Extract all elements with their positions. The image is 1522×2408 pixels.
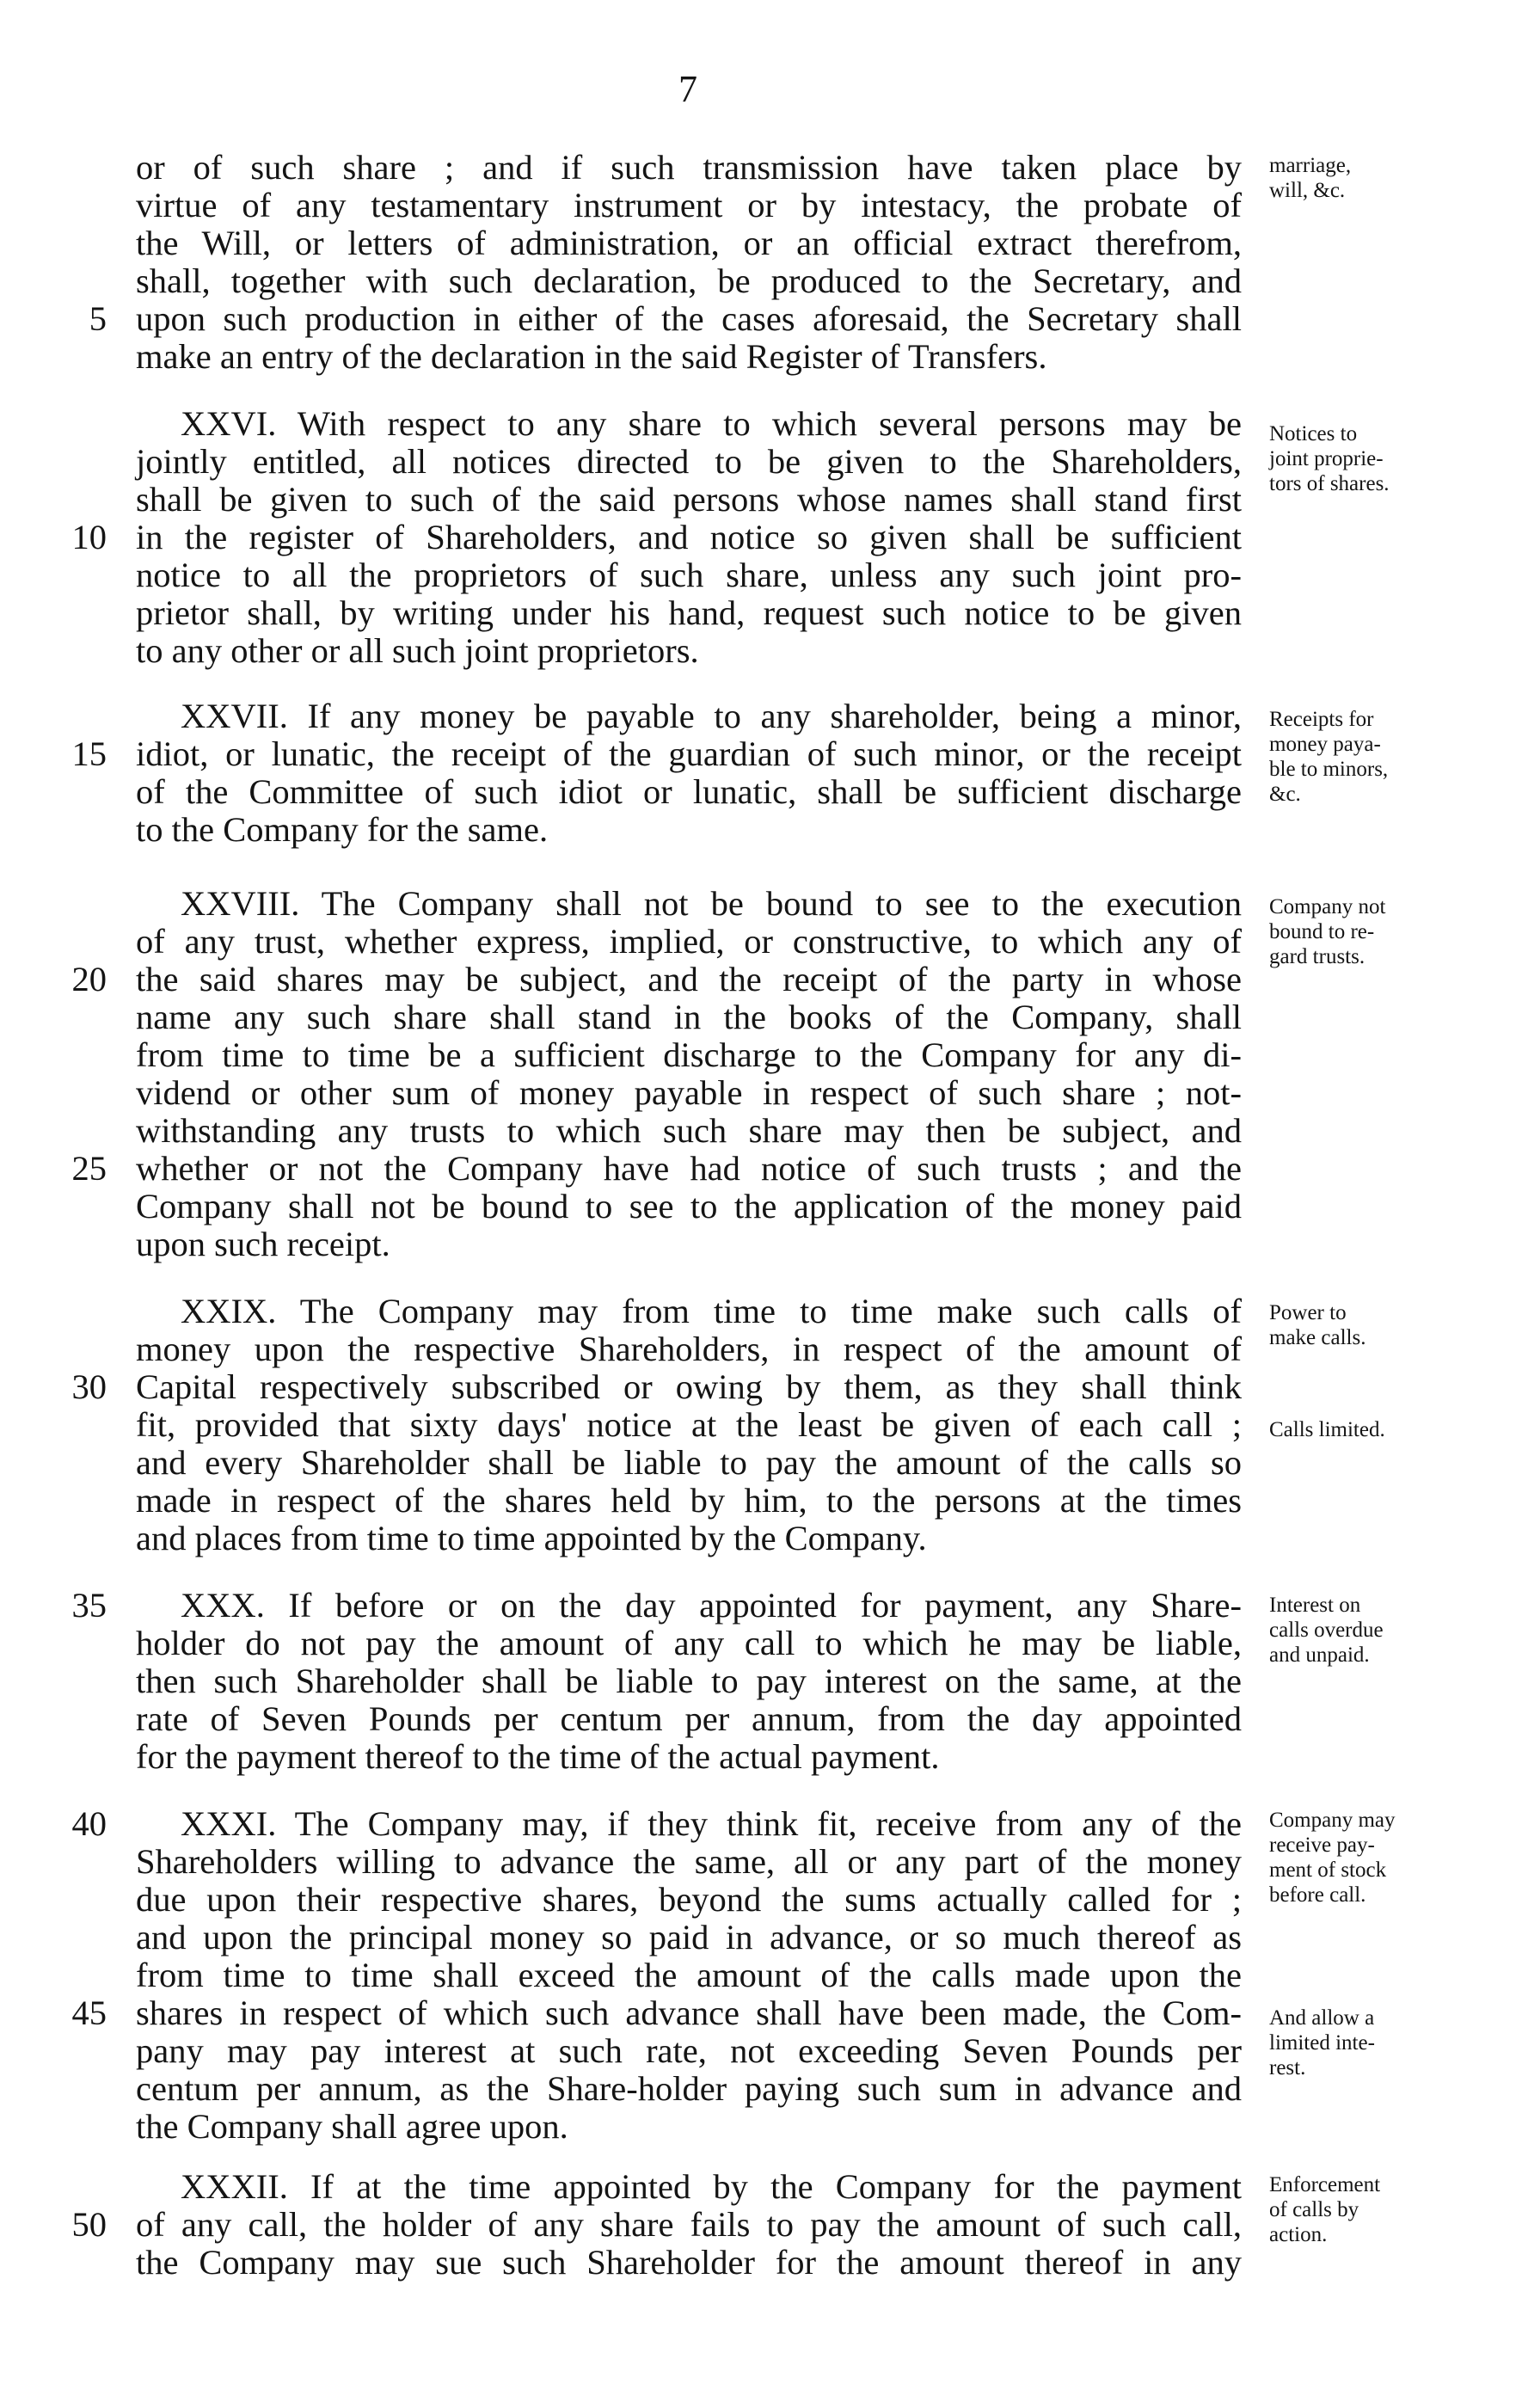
text-line: then such Shareholder shall be liable to pay interest on the same, at the	[136, 1662, 1242, 1700]
text-line: made in respect of the shares held by him, to the persons at the times	[136, 1481, 1242, 1520]
text-line: to the Company for the same.	[136, 810, 549, 849]
line-number: 30	[71, 1367, 107, 1406]
text-line: and every Shareholder shall be liable to pay the amount of the calls so	[136, 1443, 1242, 1482]
line-number: 45	[71, 1993, 107, 2032]
margin-note-line: Power to	[1269, 1301, 1347, 1324]
text-line: XXVI. With respect to any share to which several persons may be	[181, 404, 1242, 443]
line-number: 5	[89, 299, 107, 338]
text-line: from time to time be a sufficient discharge to the Company for any di-	[136, 1035, 1242, 1074]
margin-note-line: Interest on	[1269, 1594, 1361, 1617]
line-number: 40	[71, 1804, 107, 1843]
text-line: due upon their respective shares, beyond the sums actually called for ;	[136, 1880, 1242, 1919]
text-line: and upon the principal money so paid in advance, or so much thereof as	[136, 1918, 1242, 1956]
text-line: or of such share ; and if such transmission have taken place by	[136, 148, 1242, 187]
margin-note-line: money paya-	[1269, 733, 1381, 756]
text-line: vidend or other sum of money payable in respect of such share ; not-	[136, 1073, 1242, 1112]
margin-note-line: will, &c.	[1269, 179, 1346, 202]
margin-note-line: of calls by	[1269, 2198, 1359, 2221]
text-line: idiot, or lunatic, the receipt of the guardian of such minor, or the receipt	[136, 734, 1242, 773]
text-line: the Company shall agree upon.	[136, 2107, 568, 2146]
margin-note-line: Enforcement	[1269, 2173, 1381, 2196]
line-number: 10	[71, 518, 107, 556]
text-line: XXIX. The Company may from time to time make such calls of	[181, 1292, 1242, 1330]
text-line: of any trust, whether express, implied, or constructive, to which any of	[136, 922, 1242, 961]
margin-note-line: receive pay-	[1269, 1834, 1375, 1857]
text-line: make an entry of the declaration in the said Register of Transfers.	[136, 337, 1047, 376]
text-line: jointly entitled, all notices directed to be given to the Shareholders,	[136, 442, 1242, 481]
text-line: Company shall not be bound to see to the application of the money paid	[136, 1187, 1242, 1226]
margin-note-line: Receipts for	[1269, 708, 1374, 731]
margin-note-line: action.	[1269, 2223, 1328, 2246]
text-line: shall be given to such of the said persons whose names shall stand first	[136, 480, 1242, 519]
text-line: rate of Seven Pounds per centum per annum, from the day appointed	[136, 1699, 1242, 1738]
margin-note-line: rest.	[1269, 2056, 1306, 2079]
text-line: the Will, or letters of administration, or an official extract therefrom,	[136, 224, 1242, 262]
margin-note-line: make calls.	[1269, 1326, 1366, 1349]
page-number: 7	[678, 68, 697, 110]
text-line: virtue of any testamentary instrument or by intestacy, the probate of	[136, 186, 1242, 224]
text-line: XXX. If before or on the day appointed for payment, any Share-	[181, 1586, 1242, 1625]
margin-note-line: gard trusts.	[1269, 945, 1366, 968]
margin-note-line: marriage,	[1269, 154, 1352, 177]
margin-note-line: tors of shares.	[1269, 472, 1390, 495]
margin-note-line: And allow a	[1269, 2006, 1375, 2030]
text-line: to any other or all such joint proprietors.	[136, 631, 699, 670]
margin-note-line: limited inte-	[1269, 2031, 1375, 2055]
text-line: name any such share shall stand in the books of the Company, shall	[136, 998, 1242, 1036]
text-line: holder do not pay the amount of any call to which he may be liable,	[136, 1624, 1242, 1662]
line-number: 20	[71, 960, 107, 998]
text-line: XXXII. If at the time appointed by the Company for the payment	[181, 2167, 1242, 2206]
text-line: XXVII. If any money be payable to any shareholder, being a minor,	[181, 697, 1242, 735]
margin-note-line: before call.	[1269, 1883, 1366, 1907]
text-line: upon such receipt.	[136, 1225, 390, 1263]
margin-note-line: calls overdue	[1269, 1619, 1384, 1642]
line-number: 35	[71, 1586, 107, 1625]
margin-note-line: Company not	[1269, 895, 1386, 918]
line-number: 15	[71, 734, 107, 773]
text-line: notice to all the proprietors of such share, unless any such joint pro-	[136, 556, 1242, 594]
text-line: for the payment thereof to the time of the actual payment.	[136, 1737, 940, 1776]
margin-note-line: &c.	[1269, 783, 1301, 806]
text-line: shares in respect of which such advance shall have been made, the Com-	[136, 1993, 1242, 2032]
text-line: the Company may sue such Shareholder for the amount thereof in any	[136, 2243, 1242, 2282]
text-line: fit, provided that sixty days' notice at the least be given of each call ;	[136, 1405, 1242, 1444]
margin-note-line: bound to re-	[1269, 920, 1375, 943]
text-line: from time to time shall exceed the amount of the calls made upon the	[136, 1956, 1242, 1994]
line-number: 50	[71, 2205, 107, 2244]
line-number: 25	[71, 1149, 107, 1188]
margin-note-line: joint proprie-	[1269, 447, 1384, 470]
text-line: the said shares may be subject, and the receipt of the party in whose	[136, 960, 1242, 998]
text-line: and places from time to time appointed by the Company.	[136, 1519, 927, 1557]
text-line: of any call, the holder of any share fails to pay the amount of such call,	[136, 2205, 1242, 2244]
text-line: upon such production in either of the cases aforesaid, the Secretary shall	[136, 299, 1242, 338]
text-line: of the Committee of such idiot or lunatic, shall be sufficient discharge	[136, 772, 1242, 811]
text-line: pany may pay interest at such rate, not exceeding Seven Pounds per	[136, 2031, 1242, 2070]
margin-note-line: Notices to	[1269, 422, 1358, 445]
text-line: money upon the respective Shareholders, in respect of the amount of	[136, 1330, 1242, 1368]
margin-note-line: Company may	[1269, 1809, 1396, 1832]
text-line: shall, together with such declaration, be produced to the Secretary, and	[136, 261, 1242, 300]
margin-note-line: ble to minors,	[1269, 758, 1389, 781]
margin-note-line: ment of stock	[1269, 1858, 1387, 1882]
text-line: withstanding any trusts to which such share may then be subject, and	[136, 1111, 1242, 1150]
text-line: whether or not the Company have had notice of such trusts ; and the	[136, 1149, 1242, 1188]
text-line: Capital respectively subscribed or owing by them, as they shall think	[136, 1367, 1242, 1406]
text-line: XXXI. The Company may, if they think fit, receive from any of the	[181, 1804, 1242, 1843]
text-line: centum per annum, as the Share-holder paying such sum in advance and	[136, 2069, 1242, 2108]
text-line: Shareholders willing to advance the same, all or any part of the money	[136, 1842, 1242, 1881]
margin-note-line: Calls limited.	[1269, 1418, 1385, 1441]
text-line: XXVIII. The Company shall not be bound to see to the execution	[181, 884, 1242, 923]
text-line: prietor shall, by writing under his hand, request such notice to be given	[136, 593, 1242, 632]
text-line: in the register of Shareholders, and notice so given shall be sufficient	[136, 518, 1242, 556]
margin-note-line: and unpaid.	[1269, 1643, 1370, 1667]
